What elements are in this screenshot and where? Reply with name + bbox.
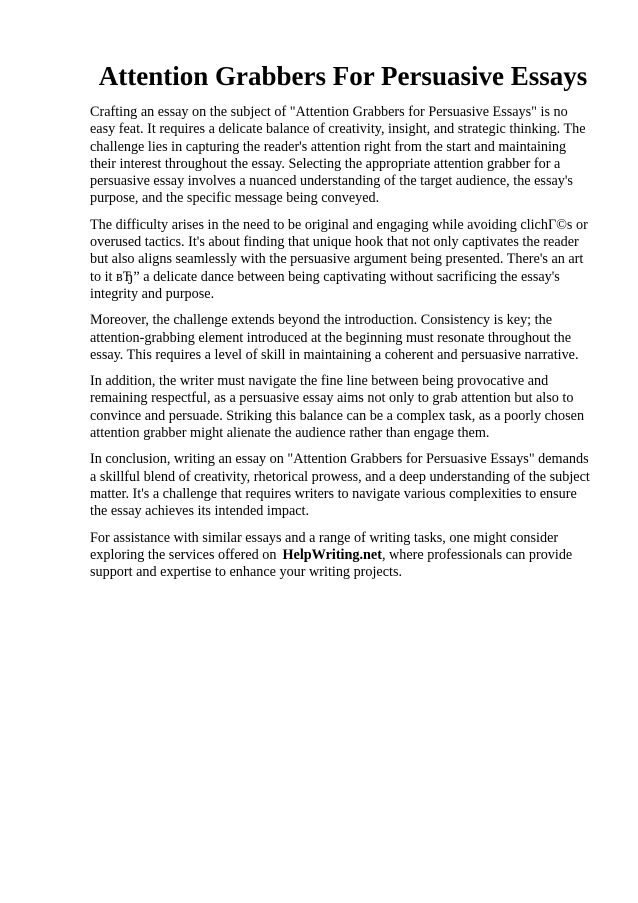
paragraph-intro: Crafting an essay on the subject of "Attention Grabbers for Persuasive Essays" is no easy feat. It requires a delicate balance of creativity, insight, and strategic thinking. The challenge lies in capturing the reader's attention right from the start and maintaining their interest throughout the essay. Selecting the appropriate attention grabber for a persuasive essay involves a nuanced understanding of the target audience, the essay's purpose, and the specific message being conveyed.	[90, 104, 586, 207]
closing-text-before-link: For assistance with similar essays and a range of writing tasks, one might consider exploring the services offered on	[90, 529, 559, 563]
helpwriting-link[interactable]: HelpWriting.net	[282, 546, 382, 563]
paragraph-difficulty: The difficulty arises in the need to be original and engaging while avoiding clichГ©s or overused tactics. It's about finding that unique hook that not only captivates the reader but also aligns seamlessly with the persuasive argument being presented. There's an art to it вЂ” a delicate dance between being captivating without sacrificing the essay's integrity and purpose.	[90, 216, 588, 302]
paragraph-closing	[90, 530, 592, 582]
paragraph-conclusion: In conclusion, writing an essay on "Attention Grabbers for Persuasive Essays" demands a skillful blend of creativity, rhetorical prowess, and a deep understanding of the subject matter. It's a challenge that requires writers to navigate various complexities to ensure the essay achieves its intended impact.	[90, 451, 590, 520]
paragraph-balance: In addition, the writer must navigate the fine line between being provocative and remaining respectful, as a persuasive essay aims not only to grab attention but also to convince and persuade. Striking this balance can be a complex task, as a poorly chosen attention grabber might alienate the audience rather than engage them.	[90, 373, 585, 442]
document-title: Attention Grabbers For Persuasive Essays	[98, 61, 588, 91]
paragraph-consistency: Moreover, the challenge extends beyond the introduction. Consistency is key; the attention-grabbing element introduced at the beginning must resonate throughout the essay. This requires a level of skill in maintaining a coherent and persuasive narrative.	[90, 312, 579, 363]
closing-text-after-link: , where professionals can provide support and expertise to enhance your writing projects.	[90, 546, 573, 581]
